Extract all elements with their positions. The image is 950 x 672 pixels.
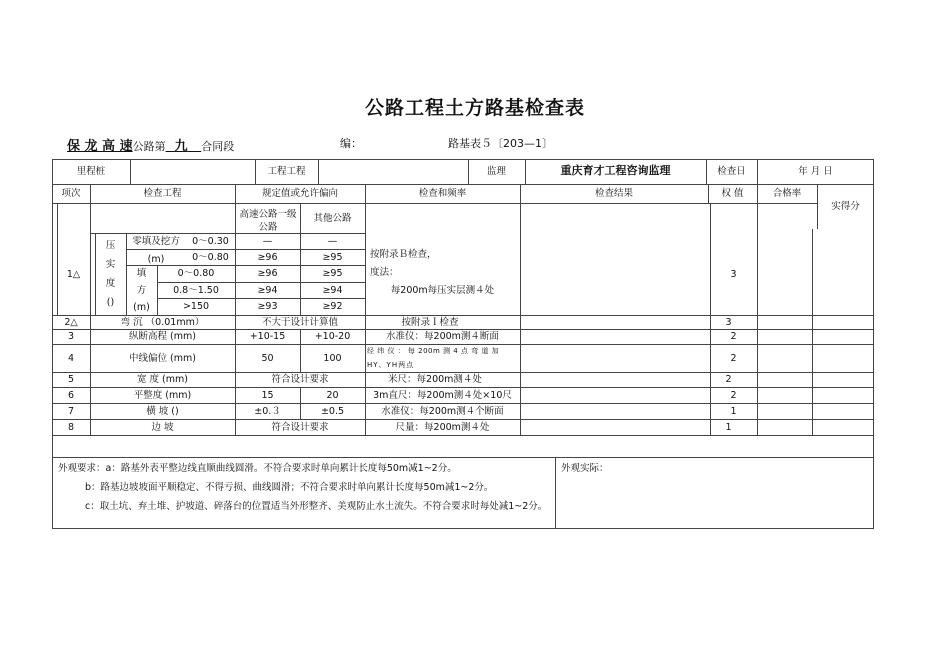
row-5-no: 5 (67, 374, 75, 385)
col-check-item: 检查工程 (143, 188, 182, 199)
range-row-4: 0.8～1.50 (173, 284, 219, 296)
editor-label: 编： (340, 137, 362, 150)
row-7-weight: 1 (730, 405, 737, 417)
col-pass-rate: 合格率 (772, 188, 802, 199)
col-item-no: 项次 (61, 188, 81, 199)
check-date-label: 检查日 (717, 166, 746, 177)
compaction-method-1: 按附录Ｂ检查， (370, 248, 437, 260)
row-6-no: 6 (67, 389, 75, 401)
col-weight: 权 值 (721, 188, 744, 199)
appearance-req-a: 外观要求：a：路基外表平整边线直顺曲线圆滑。不符合要求时单向累计长度每50m减1~2分。 (58, 463, 457, 474)
range-row-5: >150 (182, 301, 210, 312)
compaction-item-no: 1△ (66, 268, 81, 280)
highway-value-3: ≥96 (257, 268, 278, 279)
check-date-value: 年 月 日 (798, 166, 833, 177)
supervision-label: 监理 (486, 166, 506, 177)
mileage-label: 里程桩 (76, 166, 106, 177)
appearance-requirements (58, 459, 554, 516)
row-7-name: 横 坡 () (146, 405, 179, 417)
road-prefix: 公路第 (132, 140, 166, 153)
range-row-2: 0～0.80 (192, 251, 229, 263)
col-other-sub: 其他公路 (313, 212, 352, 224)
row-7-other: ±0.5 (320, 405, 345, 417)
form-title: 公路工程土方路基检查表 (364, 97, 585, 119)
row-4-no: 4 (67, 352, 75, 364)
row-4-highway: 50 (261, 352, 274, 364)
highway-value-2: ≥96 (257, 251, 278, 263)
form-subtitle-left (67, 135, 234, 154)
fill-label: 填 方 (m) (133, 267, 150, 313)
row-3-name: 纵断高程 (mm) (129, 331, 196, 342)
row-7-no: 7 (67, 405, 75, 417)
range-row-3: 0～0.80 (177, 268, 215, 279)
range-row-1: 0～0.30 (192, 235, 229, 247)
zero-fill-label: 零填及挖方 (132, 235, 180, 247)
zero-fill-unit: (m) (147, 254, 165, 265)
row-6-highway: 15 (261, 389, 274, 401)
col-method: 检查和频率 (418, 188, 467, 199)
project-value[interactable] (318, 159, 468, 184)
row-3-other: +10-20 (314, 331, 351, 342)
row-3-no: 3 (67, 331, 75, 342)
row-6-method: 3m直尺：每200m测４处×10尺 (373, 389, 512, 401)
row-2-spec: 不大于设计计算值 (261, 316, 338, 328)
row-5-name: 宽 度 (mm) (137, 374, 188, 385)
other-value-1: — (327, 235, 338, 247)
row-8-weight: 1 (725, 421, 732, 433)
appearance-req-c: c：取土坑、弃土堆、护坡道、碎落台的位置适当外形整齐、美观防止水土流失。不符合要求时每处减1~2分。 (85, 501, 548, 512)
supervision-value: 重庆育才工程咨询监理 (560, 163, 671, 177)
highway-value-4: ≥94 (257, 284, 278, 296)
row-5-method: 米尺：每200m测４处 (388, 374, 482, 385)
row-2-method: 按附录Ｉ检查 (401, 316, 459, 328)
appearance-req-b: b：路基边坡坡面平顺稳定、不得亏损、曲线圆滑；不符合要求时单向累计长度每50m减1~2分。 (85, 482, 494, 493)
row-4-method: 经 纬 仪 ： 每 200m 测 4 点 弯 道 加 HY、YH两点 (367, 347, 500, 369)
section-suffix: 合同段 (201, 140, 235, 153)
compaction-method-3: 每200m每压实层测４处 (390, 284, 495, 296)
compaction-weight: 3 (730, 268, 737, 280)
row-5-weight: 2 (725, 374, 732, 385)
highway-name: 保 龙 高 速 (67, 139, 133, 154)
highway-value-5: ≥93 (257, 301, 278, 312)
other-value-5: ≥92 (322, 301, 343, 312)
compaction-method-2: 度法： (370, 266, 399, 278)
row-4-other: 100 (323, 352, 342, 364)
row-8-name: 边 坡 (151, 421, 174, 433)
row-5-spec: 符合设计要求 (271, 374, 329, 385)
row-2-no: 2△ (64, 316, 78, 328)
project-label: 工程工程 (267, 166, 306, 177)
other-value-2: ≥95 (322, 251, 343, 263)
row-3-weight: 2 (730, 331, 737, 342)
row-6-name: 平整度 (mm) (133, 389, 192, 401)
col-score: 实得分 (831, 201, 860, 212)
form-number: 路基表５〔203—1〕 (448, 137, 553, 150)
row-4-weight: 2 (730, 352, 737, 364)
mileage-value[interactable] (130, 159, 255, 184)
section-number: 九 (174, 139, 188, 154)
col-result: 检查结果 (594, 188, 633, 199)
highway-value-1: — (262, 235, 273, 247)
other-value-3: ≥95 (322, 268, 343, 279)
row-7-highway: ±0.３ (254, 405, 281, 417)
row-6-other: 20 (326, 389, 339, 401)
row-6-weight: 2 (730, 389, 737, 401)
compaction-name: 压 实 度 () (105, 240, 116, 308)
row-4-name: 中线偏位 (mm) (129, 352, 196, 364)
row-2-name: 弯 沉 （0.01mm） (120, 316, 205, 328)
row-2-weight: 3 (725, 316, 732, 328)
row-3-method: 水准仪：每200m测４断面 (386, 331, 499, 342)
appearance-actual-label: 外观实际： (561, 463, 609, 474)
other-value-4: ≥94 (322, 284, 343, 296)
col-highway-sub: 高速公路一级公路 (239, 209, 297, 232)
row-3-highway: +10-15 (249, 331, 286, 342)
row-7-method: 水准仪：每200m测４个断面 (381, 405, 504, 417)
col-spec: 规定值或允许偏向 (261, 188, 338, 199)
row-8-spec: 符合设计要求 (271, 421, 329, 433)
row-8-method: 尺量：每200m测４处 (395, 421, 490, 433)
row-8-no: 8 (67, 421, 75, 433)
